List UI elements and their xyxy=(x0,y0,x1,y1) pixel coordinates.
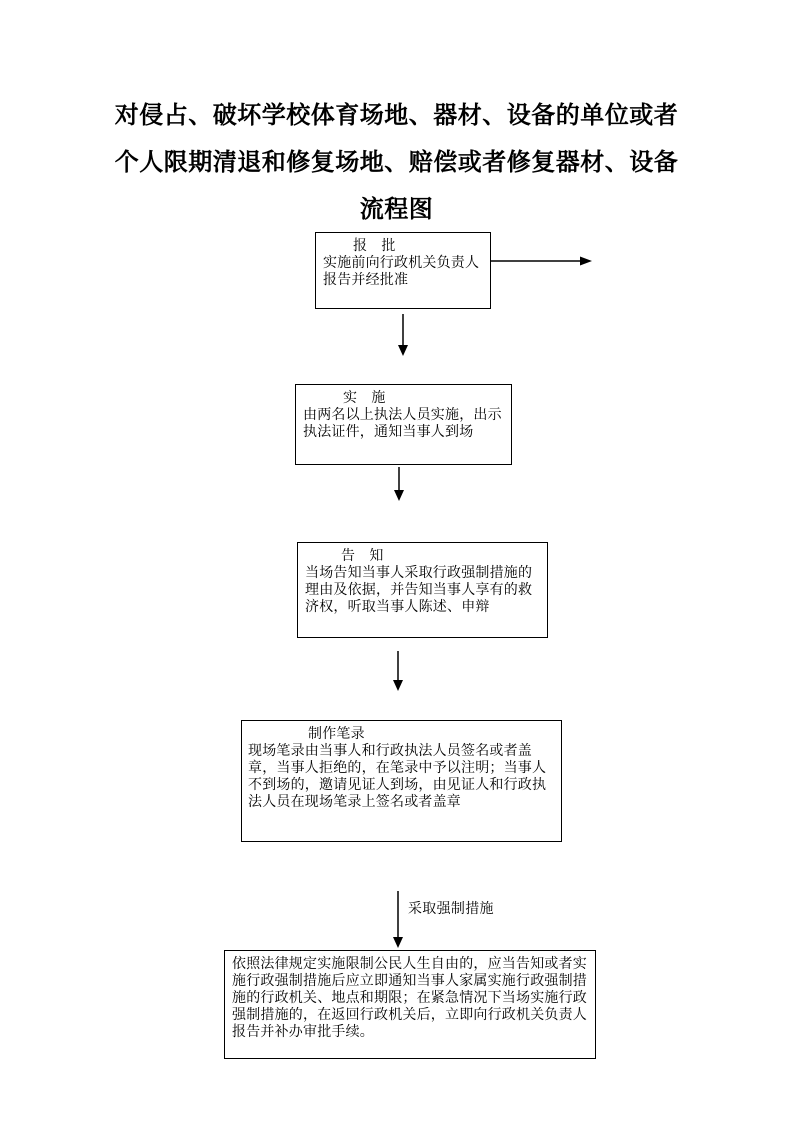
arrow-down-notify-to-record xyxy=(393,651,403,691)
box-body-record-making: 现场笔录由当事人和行政执法人员签名或者盖章，当事人拒绝的，在笔录中予以注明；当事人不到场的，邀请见证人到场，由见证人和行政执法人员在现场笔录上签名或者盖章 xyxy=(248,742,547,809)
arrow-down-implement-to-notify xyxy=(394,467,404,501)
flow-box-implementation xyxy=(295,384,512,465)
flow-box-record-making xyxy=(241,720,562,842)
title-line-2: 个人限期清退和修复场地、赔偿或者修复器材、设备 xyxy=(114,149,679,176)
title-line-3: 流程图 xyxy=(359,196,434,223)
box-heading-record-making: 制作笔录 xyxy=(308,725,365,741)
box-body-implementation: 由两名以上执法人员实施，出示执法证件，通知当事人到场 xyxy=(303,406,502,439)
page-title xyxy=(0,92,793,233)
arrow-label-compulsory-measures: 采取强制措施 xyxy=(408,900,494,916)
box-heading-notification: 告 知 xyxy=(341,547,384,563)
box-heading-report-approval: 报 批 xyxy=(353,237,396,253)
box-heading-implementation: 实 施 xyxy=(343,389,386,405)
box-body-notification: 当场告知当事人采取行政强制措施的理由及依据，并告知当事人享有的救济权，听取当事人陈述、申辩 xyxy=(305,564,533,614)
arrow-right-from-report-box xyxy=(490,257,592,266)
flow-box-personal-freedom-rules xyxy=(224,950,596,1059)
flow-box-report-approval xyxy=(315,232,491,309)
arrow-down-report-to-implement xyxy=(398,314,408,356)
box-body-personal-freedom-rules: 依照法律规定实施限制公民人生自由的，应当告知或者实施行政强制措施后应立即通知当事人家属实施行政强制措施的行政机关、地点和期限；在紧急情况下当场实施行政强制措施的，在返回行政机关后，立即向行政机关负责人报告并补办审批手续。 xyxy=(232,955,587,1039)
title-line-1: 对侵占、破坏学校体育场地、器材、设备的单位或者 xyxy=(114,102,679,129)
arrow-down-record-to-measures xyxy=(393,891,403,948)
box-body-report-approval: 实施前向行政机关负责人报告并经批准 xyxy=(323,254,480,287)
flow-box-notification xyxy=(297,542,548,638)
